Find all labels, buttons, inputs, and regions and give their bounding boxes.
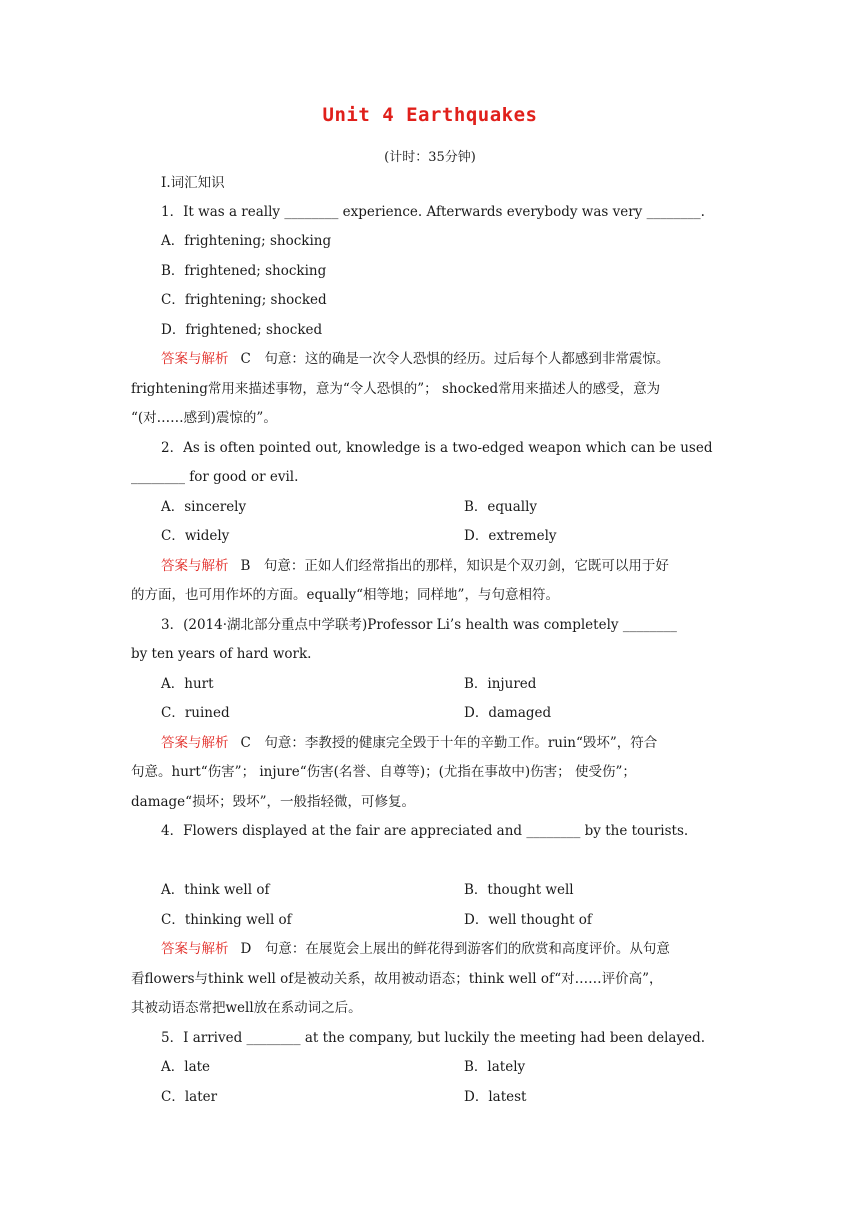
q2-answer-text-1: B 句意：正如人们经常指出的那样，知识是个双刃剑，它既可以用于好: [240, 558, 669, 574]
q3-option-a: A．hurt: [161, 676, 214, 692]
q2-stem-1: 2．As is often pointed out, knowledge is a two-edged weapon which can be used: [161, 440, 713, 456]
answer-label: 答案与解析: [161, 735, 229, 751]
q3-answer: [161, 733, 761, 753]
q3-option-b: B．injured: [464, 676, 537, 692]
time-limit: (计时：35分钟): [384, 150, 476, 165]
q4-option-c: C．thinking well of: [161, 912, 292, 928]
q2-option-b: B．equally: [464, 499, 538, 515]
q3-option-d: D．damaged: [464, 705, 552, 721]
q2-answer-text-2: 的方面，也可用作坏的方面。equally“相等地；同样地”，与句意相符。: [131, 587, 559, 603]
q4-answer-text-2: 看flowers与think well of是被动关系，故用被动语态；think well of“对……评价高”，: [131, 971, 663, 987]
q4-stem: 4．Flowers displayed at the fair are appreciated and ________ by the tourists.: [161, 823, 689, 839]
q1-answer-text-3: “(对……感到)震惊的”。: [131, 410, 277, 426]
q1-answer-text-2: frightening常用来描述事物，意为“令人恐惧的”； shocked常用来描述人的感受，意为: [131, 381, 661, 397]
q5-option-a: A．late: [161, 1059, 211, 1075]
q1-answer: [161, 349, 761, 369]
q1-stem: 1．It was a really ________ experience. Afterwards everybody was very ________.: [161, 204, 705, 220]
answer-label: 答案与解析: [161, 351, 229, 367]
q5-option-c: C．later: [161, 1089, 218, 1105]
q5-option-d: D．latest: [464, 1089, 527, 1105]
q5-option-b: B．lately: [464, 1059, 526, 1075]
q5-stem: 5．I arrived ________ at the company, but luckily the meeting had been delayed.: [161, 1030, 706, 1046]
q4-answer: [161, 939, 761, 959]
q2-option-d: D．extremely: [464, 528, 557, 544]
q4-option-a: A．think well of: [161, 882, 270, 898]
q4-answer-text-1: D 句意：在展览会上展出的鲜花得到游客们的欣赏和高度评价。从句意: [240, 941, 670, 957]
q3-stem-1: 3．(2014·湖北部分重点中学联考)Professor Li’s health was completely ________: [161, 617, 677, 633]
section-heading: Ⅰ.词汇知识: [161, 175, 225, 191]
q2-option-a: A．sincerely: [161, 499, 247, 515]
q2-stem-2: ________ for good or evil.: [131, 469, 299, 485]
q3-answer-text-1: C 句意：李教授的健康完全毁于十年的辛勤工作。ruin“毁坏”，符合: [240, 735, 658, 751]
q1-option-c: C．frightening; shocked: [161, 292, 327, 308]
q3-answer-text-2: 句意。hurt“伤害”； injure“伤害(名誉、自尊等)；(尤指在事故中)伤害； 使受伤”；: [131, 764, 636, 780]
q1-answer-text-1: C 句意：这的确是一次令人恐惧的经历。过后每个人都感到非常震惊。: [240, 351, 670, 367]
answer-label: 答案与解析: [161, 941, 229, 957]
q1-option-d: D．frightened; shocked: [161, 322, 323, 338]
q1-option-a: A．frightening; shocking: [161, 233, 332, 249]
q4-option-b: B．thought well: [464, 882, 574, 898]
q3-option-c: C．ruined: [161, 705, 230, 721]
q3-answer-text-3: damage“损坏；毁坏”，一般指轻微，可修复。: [131, 794, 415, 810]
q1-option-b: B．frightened; shocking: [161, 263, 327, 279]
answer-label: 答案与解析: [161, 558, 229, 574]
q3-stem-2: by ten years of hard work.: [131, 646, 312, 662]
page-title: Unit 4 Earthquakes: [322, 104, 538, 126]
q2-option-c: C．widely: [161, 528, 230, 544]
q4-answer-text-3: 其被动语态常把well放在系动词之后。: [131, 1000, 362, 1016]
q4-option-d: D．well thought of: [464, 912, 592, 928]
q2-answer: [161, 556, 761, 576]
